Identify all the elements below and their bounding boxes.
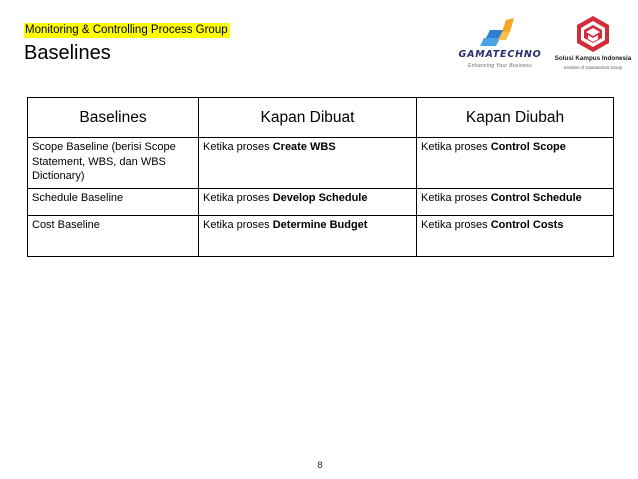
dibuat-cell	[199, 189, 417, 215]
dibuat-prefix: Ketika proses	[203, 192, 270, 205]
baseline-cell: Scope Baseline (berisi Scope Statement, WBS, dan WBS Dictionary)	[28, 138, 199, 189]
table-header-row	[28, 98, 614, 138]
table-row	[28, 215, 614, 256]
ski-name: Solusi Kampus Indonesia	[554, 55, 632, 62]
table-row	[28, 138, 614, 189]
column-header-kapan-dibuat: Kapan Dibuat	[199, 98, 417, 138]
diubah-process: Control Scope	[490, 141, 566, 153]
ski-logo	[552, 15, 634, 75]
ski-logo-icon	[575, 15, 611, 53]
page-number: 8	[317, 461, 323, 471]
gamatechno-wordmark: GAMATECHNO	[458, 49, 542, 60]
diubah-process: Control Costs	[490, 218, 564, 231]
dibuat-prefix: Ketika proses	[203, 218, 270, 231]
column-header-baselines: Baselines	[28, 98, 199, 138]
dibuat-process: Create WBS	[272, 141, 336, 153]
dibuat-prefix: Ketika proses	[203, 141, 270, 153]
diubah-cell	[417, 189, 614, 215]
baseline-cell: Cost Baseline	[28, 215, 199, 256]
diubah-prefix: Ketika proses	[421, 192, 488, 205]
gamatechno-logo	[452, 18, 544, 70]
diubah-process: Control Schedule	[490, 192, 582, 205]
gamatechno-logo-icon	[480, 18, 516, 48]
diubah-cell	[417, 215, 614, 256]
diubah-prefix: Ketika proses	[421, 218, 488, 231]
diubah-prefix: Ketika proses	[421, 141, 488, 153]
table-row	[28, 189, 614, 215]
dibuat-process: Develop Schedule	[272, 192, 368, 205]
dibuat-cell	[199, 138, 417, 189]
process-group-label: Monitoring & Controlling Process Group	[25, 24, 228, 36]
column-header-kapan-diubah: Kapan Diubah	[417, 98, 614, 138]
baselines-table	[27, 97, 614, 257]
dibuat-process: Determine Budget	[272, 218, 368, 231]
dibuat-cell	[199, 215, 417, 256]
gamatechno-tagline: Enhancing Your Business	[468, 63, 532, 69]
page-title: Baselines	[24, 42, 111, 64]
ski-subtitle: member of Gamatechno Group	[564, 65, 622, 70]
diubah-cell	[417, 138, 614, 189]
baseline-cell: Schedule Baseline	[28, 189, 199, 215]
